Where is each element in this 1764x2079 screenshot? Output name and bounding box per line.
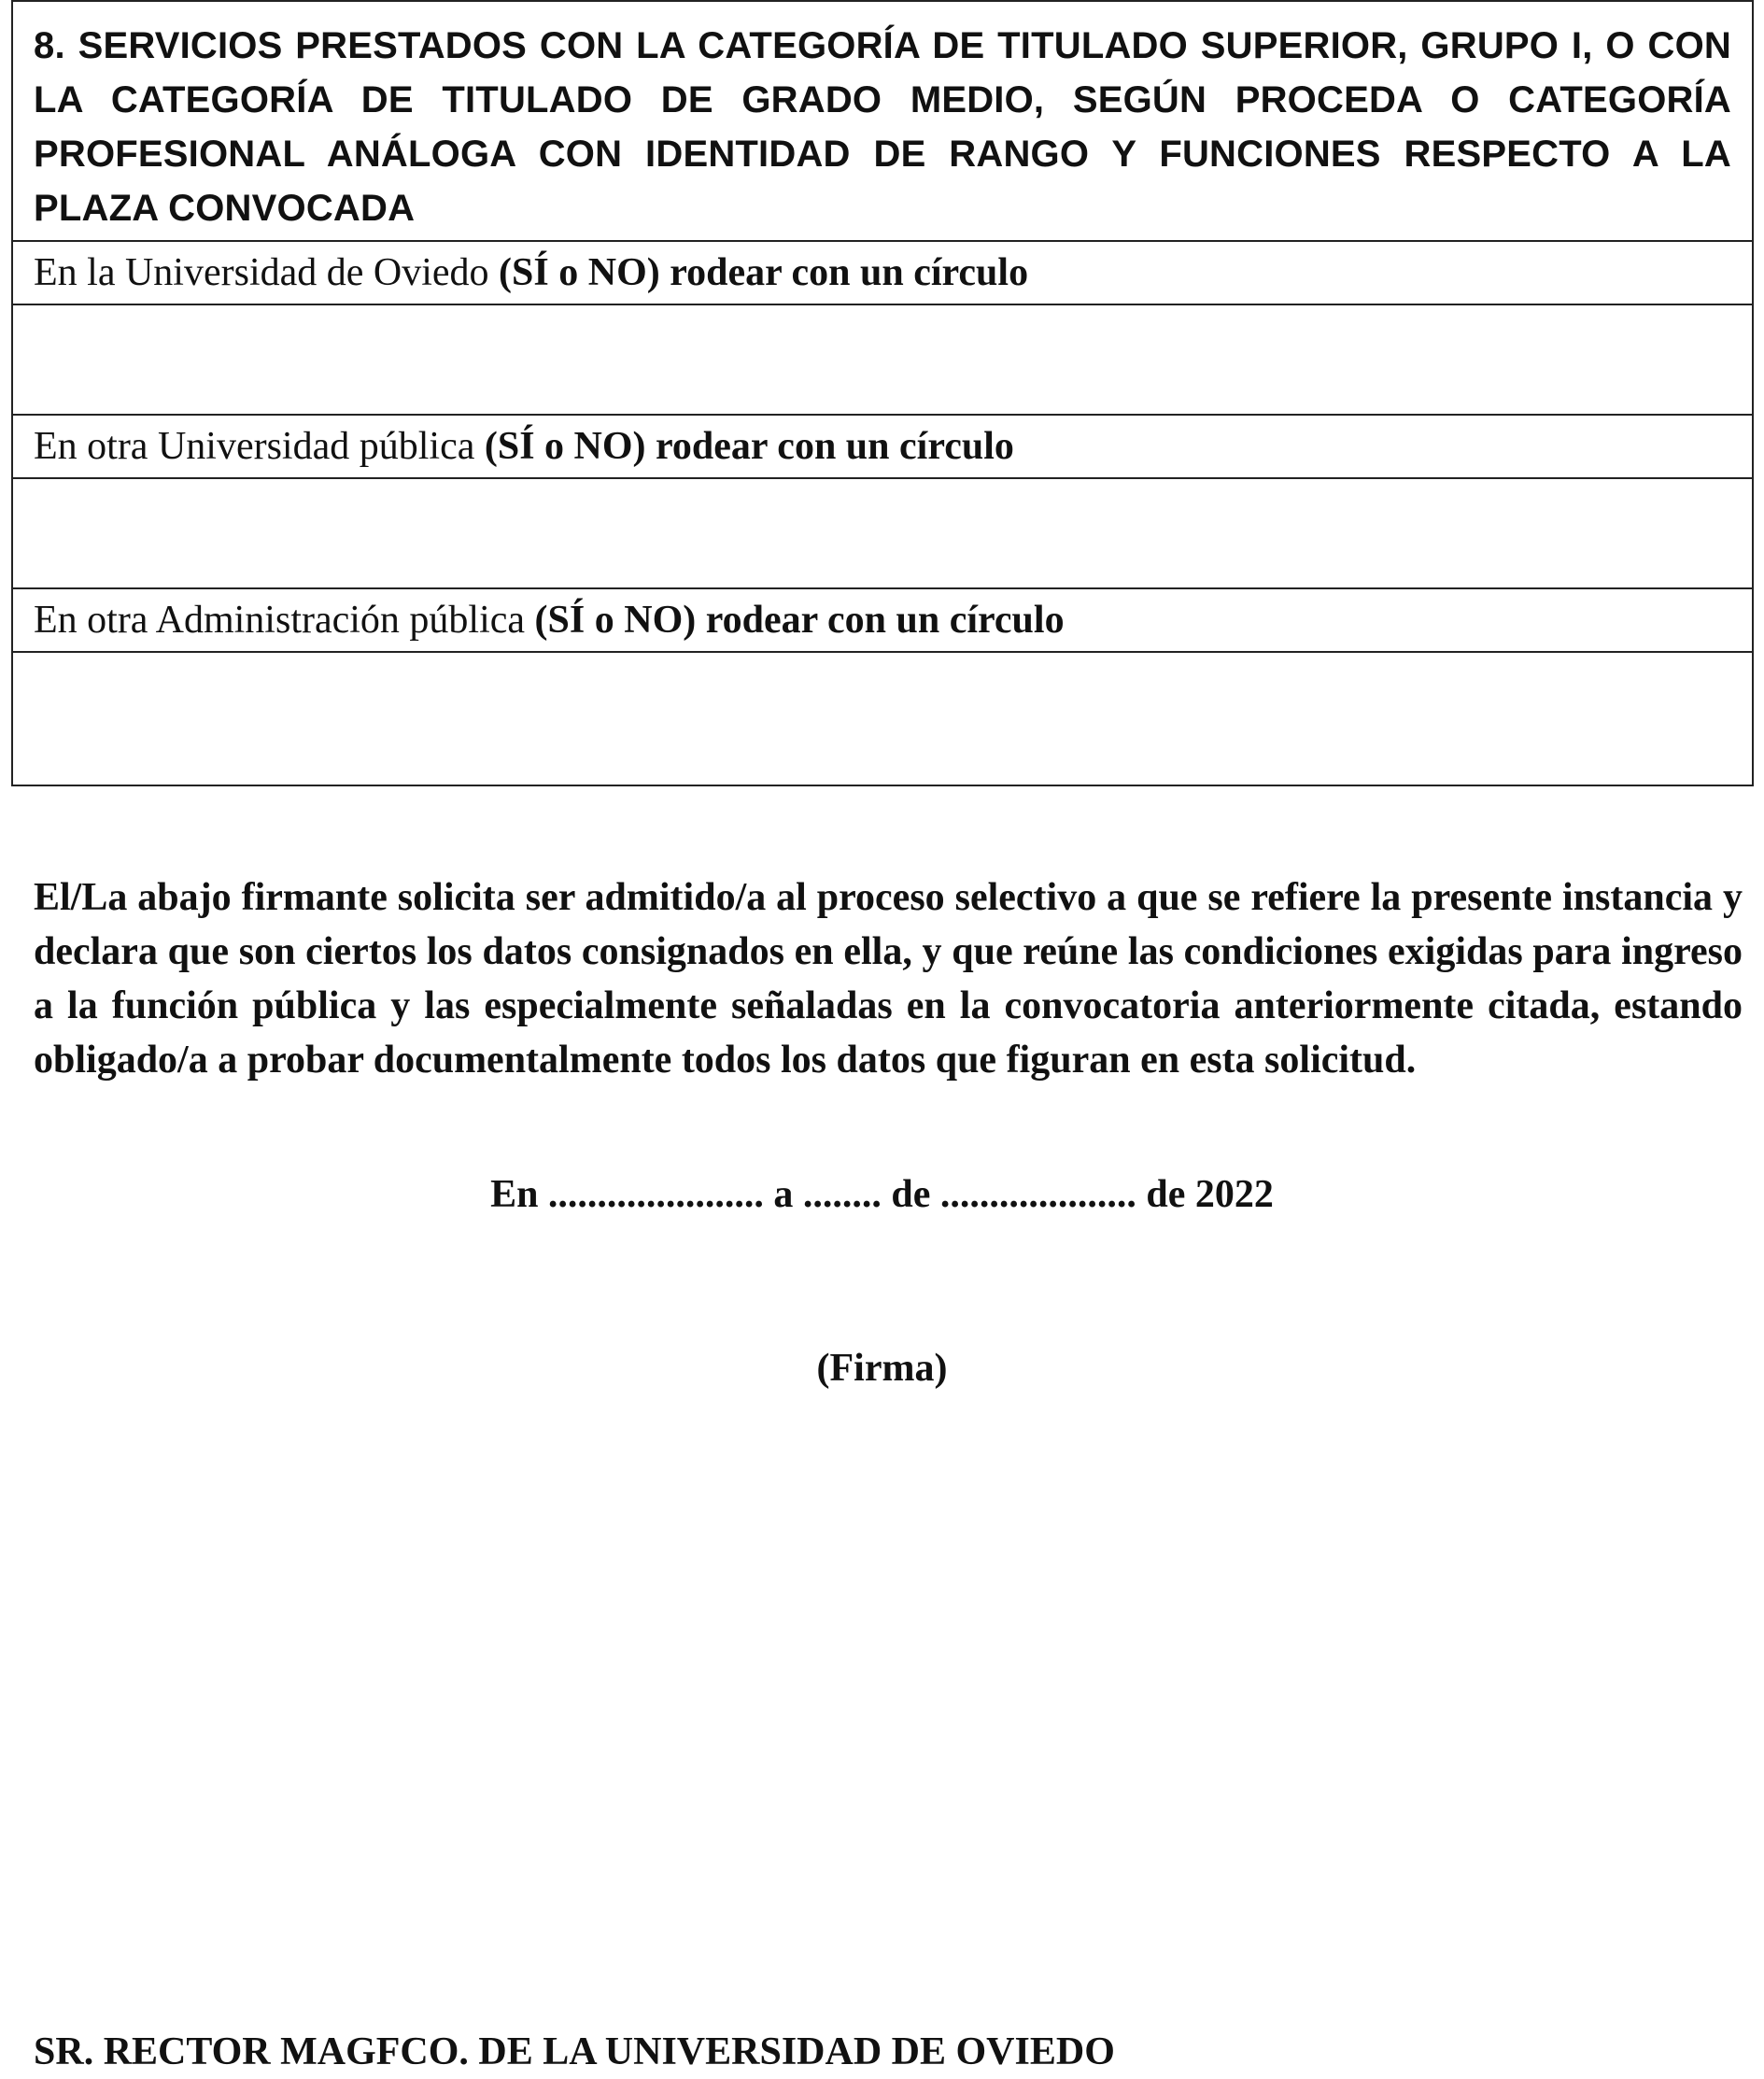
row-label: En otra Universidad pública [34,425,485,468]
yes-no-choice: (SÍ o NO) rodear con un círculo [484,425,1014,468]
yes-no-choice: (SÍ o NO) rodear con un círculo [499,251,1029,294]
row-label: En la Universidad de Oviedo [34,251,500,294]
date-line: En ...................... a ........ de .................... de 2022 [490,1173,1274,1216]
answer-field-universidad-oviedo[interactable] [13,305,1752,416]
declaration-paragraph: El/La abajo firmante solicita ser admitido/a al proceso selectivo a que se refiere la presente instancia y declara que son ciertos los datos consignados en ella, y que reúne las condiciones exigidas para ingreso a la función pública y las especialmente señaladas en la convocatoria anteriormente citada, estando obligado/a a probar documentalmente todos los datos que figuran en esta solicitud. [34,876,1743,1082]
row-label: En otra Administración pública [34,599,535,642]
signature-label: (Firma) [816,1347,948,1390]
row-otra-universidad-label [13,416,1752,479]
answer-field-otra-administracion[interactable] [13,653,1752,785]
services-table [11,0,1754,786]
yes-no-choice: (SÍ o NO) rodear con un círculo [534,599,1065,642]
addressee: SR. RECTOR MAGFCO. DE LA UNIVERSIDAD DE OVIEDO [34,2030,1115,2073]
answer-field-otra-universidad[interactable] [13,479,1752,589]
row-universidad-oviedo-label [13,242,1752,305]
section-heading: 8. SERVICIOS PRESTADOS CON LA CATEGORÍA DE TITULADO SUPERIOR, GRUPO I, O CON LA CATEGORÍA DE TITULADO DE GRADO MEDIO, SEGÚN PROCEDA O CATEGORÍA PROFESIONAL ANÁLOGA CON IDENTIDAD DE RANGO Y FUNCIONES RESPECTO A LA PLAZA CONVOCADA [13,2,1752,242]
row-otra-administracion-label [13,589,1752,653]
